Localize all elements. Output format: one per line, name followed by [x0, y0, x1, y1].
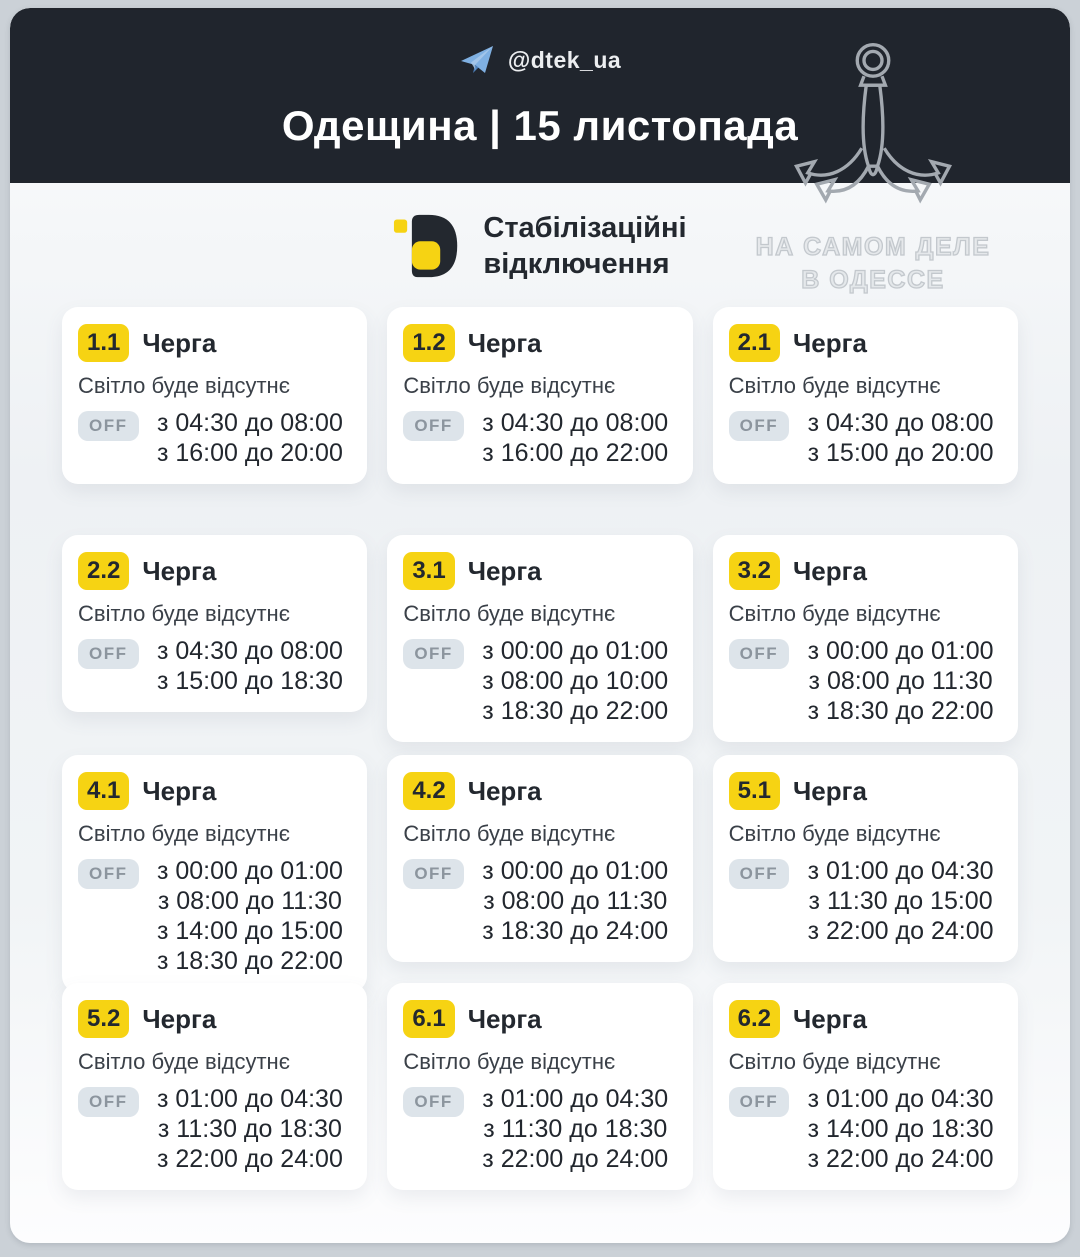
time-slot: з 16:00 до 22:00 — [482, 439, 669, 467]
off-badge: OFF — [78, 411, 139, 441]
times-list — [149, 1084, 352, 1174]
time-slot: з 08:00 до 11:30 — [808, 667, 993, 695]
watermark-line2: В ОДЕССЕ — [801, 266, 945, 294]
times-list — [149, 408, 352, 468]
queue-title: Черга — [142, 327, 217, 358]
queue-badge: 5.1 — [729, 772, 780, 810]
queue-title: Черга — [142, 775, 217, 806]
queue-card — [387, 983, 692, 1190]
queue-title: Черга — [142, 1003, 217, 1034]
absence-text: Світло буде відсутнє — [403, 821, 616, 846]
queue-card — [62, 535, 367, 712]
queue-card — [387, 307, 692, 484]
absence-text: Світло буде відсутнє — [403, 373, 616, 398]
queue-badge: 5.2 — [78, 1000, 129, 1038]
card-header — [403, 552, 676, 590]
time-slot: з 18:30 до 22:00 — [807, 697, 994, 725]
queue-title: Черга — [467, 775, 542, 806]
header — [10, 8, 1070, 183]
queue-title: Черга — [467, 327, 542, 358]
times-row — [78, 636, 351, 696]
time-slot: з 01:00 до 04:30 — [807, 857, 994, 885]
time-slot: з 04:30 до 08:00 — [807, 409, 994, 437]
off-badge: OFF — [78, 1087, 139, 1117]
time-slot: з 14:00 до 15:00 — [156, 917, 343, 945]
queue-card — [62, 983, 367, 1190]
card-header — [78, 552, 351, 590]
time-slot: з 04:30 до 08:00 — [156, 637, 343, 665]
times-list — [149, 856, 352, 976]
time-slot: з 18:30 до 22:00 — [482, 697, 669, 725]
off-badge: OFF — [403, 411, 464, 441]
time-slot: з 15:00 до 20:00 — [807, 439, 994, 467]
time-slot: з 18:30 до 22:00 — [156, 947, 343, 975]
time-slot: з 22:00 до 24:00 — [156, 1145, 343, 1173]
times-row — [403, 408, 676, 468]
off-badge: OFF — [729, 859, 790, 889]
absence-text: Світло буде відсутнє — [728, 373, 941, 398]
queue-card — [62, 755, 367, 992]
main-panel — [10, 8, 1070, 1243]
queue-badge: 2.1 — [729, 324, 780, 362]
absence-text: Світло буде відсутнє — [78, 373, 290, 398]
queue-badge: 4.2 — [403, 772, 454, 810]
brand-heading — [483, 210, 686, 282]
time-slot: з 01:00 до 04:30 — [807, 1085, 994, 1113]
absence-text: Світло буде відсутнє — [78, 1049, 290, 1074]
dtek-logo-icon — [393, 210, 461, 282]
queue-card — [387, 755, 692, 962]
card-header — [403, 324, 676, 362]
card-header — [729, 772, 1002, 810]
card-header — [729, 324, 1002, 362]
absence-text: Світло буде відсутнє — [403, 1049, 616, 1074]
times-row — [78, 1084, 351, 1174]
time-slot: з 22:00 до 24:00 — [807, 1145, 994, 1173]
times-row — [403, 1084, 676, 1174]
times-row — [78, 856, 351, 976]
card-header — [729, 1000, 1002, 1038]
telegram-plane-icon — [459, 44, 495, 76]
times-row — [729, 408, 1002, 468]
absence-text: Світло буде відсутнє — [403, 601, 616, 626]
queue-badge: 1.1 — [78, 324, 129, 362]
time-slot: з 00:00 до 01:00 — [482, 637, 669, 665]
time-slot: з 01:00 до 04:30 — [482, 1085, 669, 1113]
off-badge: OFF — [403, 1087, 464, 1117]
time-slot: з 04:30 до 08:00 — [156, 409, 343, 437]
brand-heading-line1: Стабілізаційні — [483, 212, 687, 244]
times-list — [799, 856, 1002, 946]
times-list — [149, 636, 352, 696]
time-slot: з 08:00 до 11:30 — [483, 887, 668, 915]
times-list — [799, 636, 1002, 726]
time-slot: з 14:00 до 18:30 — [807, 1115, 994, 1143]
queue-card — [713, 983, 1018, 1190]
card-header — [78, 1000, 351, 1038]
absence-text: Світло буде відсутнє — [78, 601, 290, 626]
queue-card — [713, 755, 1018, 962]
card-header — [78, 772, 351, 810]
times-row — [403, 636, 676, 726]
time-slot: з 00:00 до 01:00 — [807, 637, 994, 665]
queue-badge: 6.1 — [403, 1000, 454, 1038]
absence-text: Світло буде відсутнє — [728, 1049, 941, 1074]
time-slot: з 15:00 до 18:30 — [156, 667, 343, 695]
absence-text: Світло буде відсутнє — [78, 821, 290, 846]
queue-card — [387, 535, 692, 742]
page-title: Одещина | 15 листопада — [281, 102, 799, 149]
card-header — [729, 552, 1002, 590]
queue-title: Черга — [793, 775, 867, 806]
queue-badge: 6.2 — [729, 1000, 780, 1038]
time-slot: з 01:00 до 04:30 — [156, 1085, 343, 1113]
channel-handle: @dtek_ua — [507, 46, 622, 73]
off-badge: OFF — [403, 859, 464, 889]
times-row — [403, 856, 676, 946]
card-header — [403, 1000, 676, 1038]
times-list — [474, 856, 677, 946]
off-badge: OFF — [78, 639, 139, 669]
brand-heading-line2: відключення — [483, 248, 670, 280]
queue-title: Черга — [467, 1003, 542, 1034]
absence-text: Світло буде відсутнє — [728, 601, 941, 626]
times-row — [729, 856, 1002, 946]
time-slot: з 16:00 до 20:00 — [156, 439, 343, 467]
time-slot: з 00:00 до 01:00 — [482, 857, 669, 885]
queue-badge: 1.2 — [403, 324, 454, 362]
time-slot: з 08:00 до 11:30 — [157, 887, 342, 915]
queue-badge: 3.2 — [729, 552, 780, 590]
off-badge: OFF — [78, 859, 139, 889]
queue-card — [713, 535, 1018, 742]
absence-text: Світло буде відсутнє — [728, 821, 941, 846]
time-slot: з 11:30 до 15:00 — [808, 887, 993, 915]
off-badge: OFF — [729, 411, 790, 441]
queue-title: Черга — [793, 327, 867, 358]
times-row — [729, 636, 1002, 726]
off-badge: OFF — [729, 639, 790, 669]
off-badge: OFF — [403, 639, 464, 669]
card-header — [78, 324, 351, 362]
queue-badge: 3.1 — [403, 552, 454, 590]
queue-badge: 2.2 — [78, 552, 129, 590]
times-list — [799, 1084, 1002, 1174]
brand-row — [10, 210, 1070, 282]
times-row — [729, 1084, 1002, 1174]
time-slot: з 08:00 до 10:00 — [482, 667, 669, 695]
time-slot: з 22:00 до 24:00 — [482, 1145, 669, 1173]
queue-title: Черга — [793, 1003, 867, 1034]
time-slot: з 22:00 до 24:00 — [807, 917, 994, 945]
telegram-row — [10, 44, 1070, 76]
queue-grid — [62, 307, 1018, 1190]
time-slot: з 00:00 до 01:00 — [156, 857, 343, 885]
queue-card — [713, 307, 1018, 484]
queue-title: Черга — [467, 555, 542, 586]
off-badge: OFF — [729, 1087, 790, 1117]
times-row — [78, 408, 351, 468]
times-list — [474, 1084, 677, 1174]
time-slot: з 11:30 до 18:30 — [157, 1115, 342, 1143]
time-slot: з 18:30 до 24:00 — [482, 917, 669, 945]
times-list — [474, 408, 677, 468]
times-list — [799, 408, 1002, 468]
queue-title: Черга — [142, 555, 217, 586]
queue-card — [62, 307, 367, 484]
time-slot: з 04:30 до 08:00 — [482, 409, 669, 437]
card-header — [403, 772, 676, 810]
watermark-line1: НА САМОМ ДЕЛЕ — [755, 233, 991, 261]
queue-badge: 4.1 — [78, 772, 129, 810]
time-slot: з 11:30 до 18:30 — [483, 1115, 668, 1143]
times-list — [474, 636, 677, 726]
queue-title: Черга — [793, 555, 867, 586]
